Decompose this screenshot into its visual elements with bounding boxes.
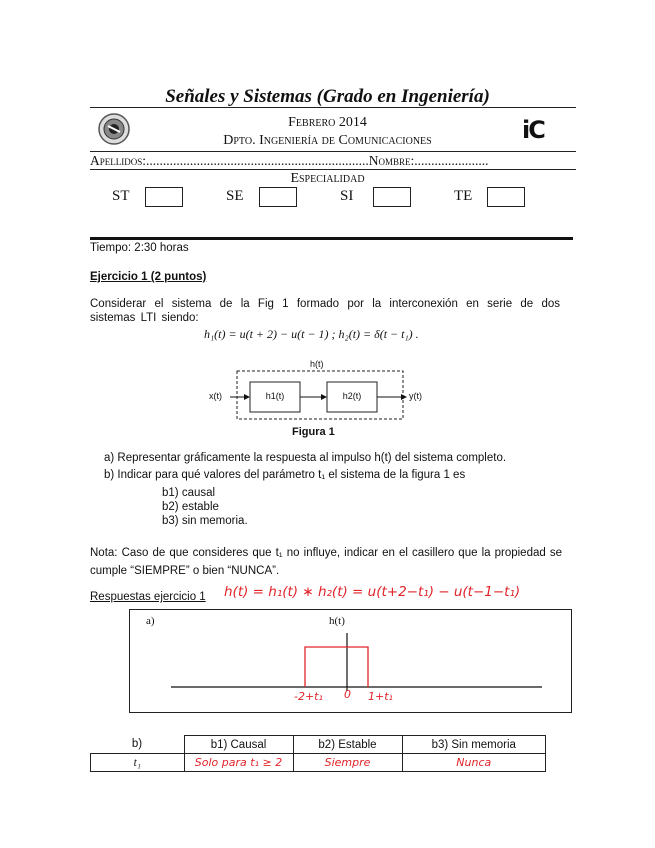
- name-field[interactable]: ......................: [414, 153, 489, 168]
- diagram-block2-label: h2(t): [342, 391, 362, 401]
- header-rule-top: [90, 107, 576, 108]
- header-rule-bottom: [90, 151, 576, 152]
- specialty-si-checkbox[interactable]: [373, 187, 411, 207]
- table-header-stable: b2) Estable: [293, 736, 402, 754]
- specialty-se-label: SE: [226, 188, 244, 204]
- name-rule: [90, 169, 576, 170]
- surname-name-line: [90, 153, 489, 169]
- plot-tick-left: -2+t₁: [294, 690, 323, 703]
- department-logo: [522, 116, 562, 142]
- table-header-b: b): [91, 736, 185, 754]
- subquestion-b3: b3) sin memoria.: [162, 515, 248, 527]
- specialty-se-checkbox[interactable]: [259, 187, 297, 207]
- impulse-equation: h₁(t) = u(t + 2) − u(t − 1) ; h₂(t) = δ(t − t₁) .: [204, 327, 419, 341]
- specialty-label: Especialidad: [290, 171, 365, 186]
- question-a: a) Representar gráficamente la respuesta al impulso h(t) del sistema completo.: [104, 452, 507, 464]
- exercise-title: Ejercicio 1: [90, 271, 148, 283]
- exam-date: Febrero 2014: [288, 115, 367, 130]
- thick-divider: [90, 237, 573, 240]
- subquestion-b2: b2) estable: [162, 501, 219, 513]
- plot-panel-label: a): [146, 615, 155, 627]
- specialty-si-label: SI: [340, 188, 354, 204]
- exercise-intro: Considerar el sistema de la Fig 1 formado por la interconexión en serie de dos sistemas LTI siendo:: [90, 298, 560, 324]
- answers-table: [90, 735, 546, 772]
- diagram-output-label: y(t): [409, 391, 422, 401]
- table-header-memoryless: b3) Sin memoria: [402, 736, 546, 754]
- exercise-heading: [90, 271, 206, 283]
- name-label: Nombre:: [368, 153, 415, 168]
- specialty-te-label: TE: [454, 188, 473, 204]
- question-b: b) Indicar para qué valores del parámetro t₁ el sistema de la figura 1 es: [104, 469, 466, 481]
- plot-y-label: h(t): [329, 615, 345, 627]
- exercise-note: Nota: Caso de que consideres que t₁ no influye, indicar en el casillero que la propiedad se cumple “SIEMPRE” o bien “NUNCA”.: [90, 547, 562, 577]
- exam-time: Tiempo: 2:30 horas: [90, 242, 189, 254]
- table-row-label: t₁: [91, 754, 185, 772]
- figure-caption: Figura 1: [292, 426, 335, 438]
- handwritten-rectangle-pulse: [305, 647, 368, 687]
- surname-field[interactable]: ..................................................................: [146, 153, 369, 168]
- answers-table-header-row: [91, 736, 546, 754]
- diagram-block1-label: h1(t): [265, 391, 285, 401]
- plot-tick-zero: 0: [344, 688, 351, 701]
- answers-label: Respuestas ejercicio 1: [90, 591, 206, 603]
- department-logo-text: iC: [522, 116, 544, 144]
- answers-table-row: [91, 754, 546, 772]
- diagram-outer-label: h(t): [310, 359, 324, 369]
- surname-label: Apellidos:: [90, 153, 146, 168]
- specialty-st-label: ST: [112, 188, 130, 204]
- plot-tick-right: 1+t₁: [368, 690, 393, 703]
- specialty-te-checkbox[interactable]: [487, 187, 525, 207]
- answer-memoryless[interactable]: Nunca: [402, 754, 546, 772]
- handwritten-formula: h(t) = h₁(t) ∗ h₂(t) = u(t+2−t₁) − u(t−1−t₁): [224, 584, 521, 600]
- exam-title: Señales y Sistemas (Grado en Ingeniería): [165, 86, 490, 107]
- table-header-causal: b1) Causal: [184, 736, 293, 754]
- subquestion-b1: b1) causal: [162, 487, 216, 499]
- specialty-st-checkbox[interactable]: [145, 187, 183, 207]
- department: Dpto. Ingeniería de Comunicaciones: [223, 133, 432, 148]
- answer-causal[interactable]: Solo para t₁ ≥ 2: [184, 754, 293, 772]
- answer-stable[interactable]: Siempre: [293, 754, 402, 772]
- exercise-points: (2 puntos): [150, 271, 207, 283]
- diagram-input-label: x(t): [209, 391, 222, 401]
